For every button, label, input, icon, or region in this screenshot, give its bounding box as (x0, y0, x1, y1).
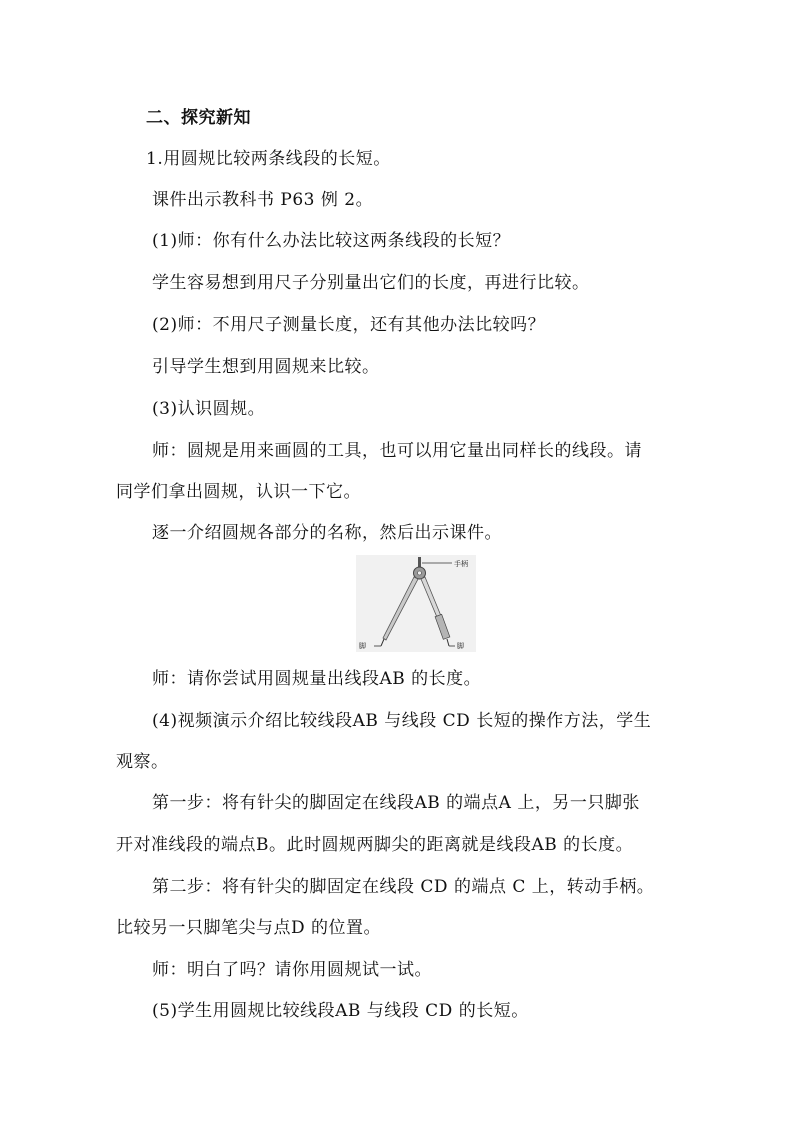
paragraph-8-line-2: 同学们拿出圆规，认识一下它。 (116, 482, 361, 502)
paragraph-10: 师：请你尝试用圆规量出线段AB 的长度。 (152, 669, 482, 689)
paragraph-13-line-1: 第二步：将有针尖的脚固定在线段 CD 的端点 C 上，转动手柄。 (152, 877, 655, 897)
paragraph-12-line-2: 开对准线段的端点B。此时圆规两脚尖的距离就是线段AB 的长度。 (116, 835, 634, 855)
section-heading: 二、探究新知 (146, 108, 251, 128)
compass-diagram (356, 555, 476, 652)
paragraph-8-line-1: 师：圆规是用来画圆的工具，也可以用它量出同样长的线段。请 (152, 441, 642, 461)
paragraph-6: 引导学生想到用圆规来比较。 (152, 357, 380, 377)
label-handle: 手柄 (454, 560, 468, 568)
compass-left-leg-icon (383, 577, 418, 640)
paragraph-12-line-1: 第一步：将有针尖的脚固定在线段AB 的端点A 上，另一只脚张 (152, 793, 640, 813)
paragraph-5: (2)师：不用尺子测量长度，还有其他办法比较吗？ (152, 315, 546, 335)
paragraph-14: 师：明白了吗？请你用圆规试一试。 (152, 960, 432, 980)
paragraph-7: (3)认识圆规。 (152, 399, 266, 419)
compass-handle-icon (418, 557, 421, 567)
paragraph-4: 学生容易想到用尺子分别量出它们的长度，再进行比较。 (152, 273, 590, 293)
paragraph-2: 课件出示教科书 P63 例 2。 (152, 190, 374, 210)
pencil-holder-icon (435, 614, 450, 639)
paragraph-11-line-2: 观察。 (116, 752, 169, 772)
compass-figure (356, 555, 476, 652)
paragraph-13-line-2: 比较另一只脚笔尖与点D 的位置。 (116, 918, 382, 938)
paragraph-15: (5)学生用圆规比较线段AB 与线段 CD 的长短。 (152, 1001, 529, 1021)
paragraph-11-line-1: (4)视频演示介绍比较线段AB 与线段 CD 长短的操作方法，学生 (152, 711, 652, 731)
paragraph-3: (1)师：你有什么办法比较这两条线段的长短？ (152, 231, 511, 251)
label-leg-right: 脚 (457, 642, 464, 650)
label-leg-left: 脚 (359, 642, 366, 650)
paragraph-9: 逐一介绍圆规各部分的名称，然后出示课件。 (152, 523, 502, 543)
paragraph-1: 1.用圆规比较两条线段的长短。 (146, 149, 391, 169)
